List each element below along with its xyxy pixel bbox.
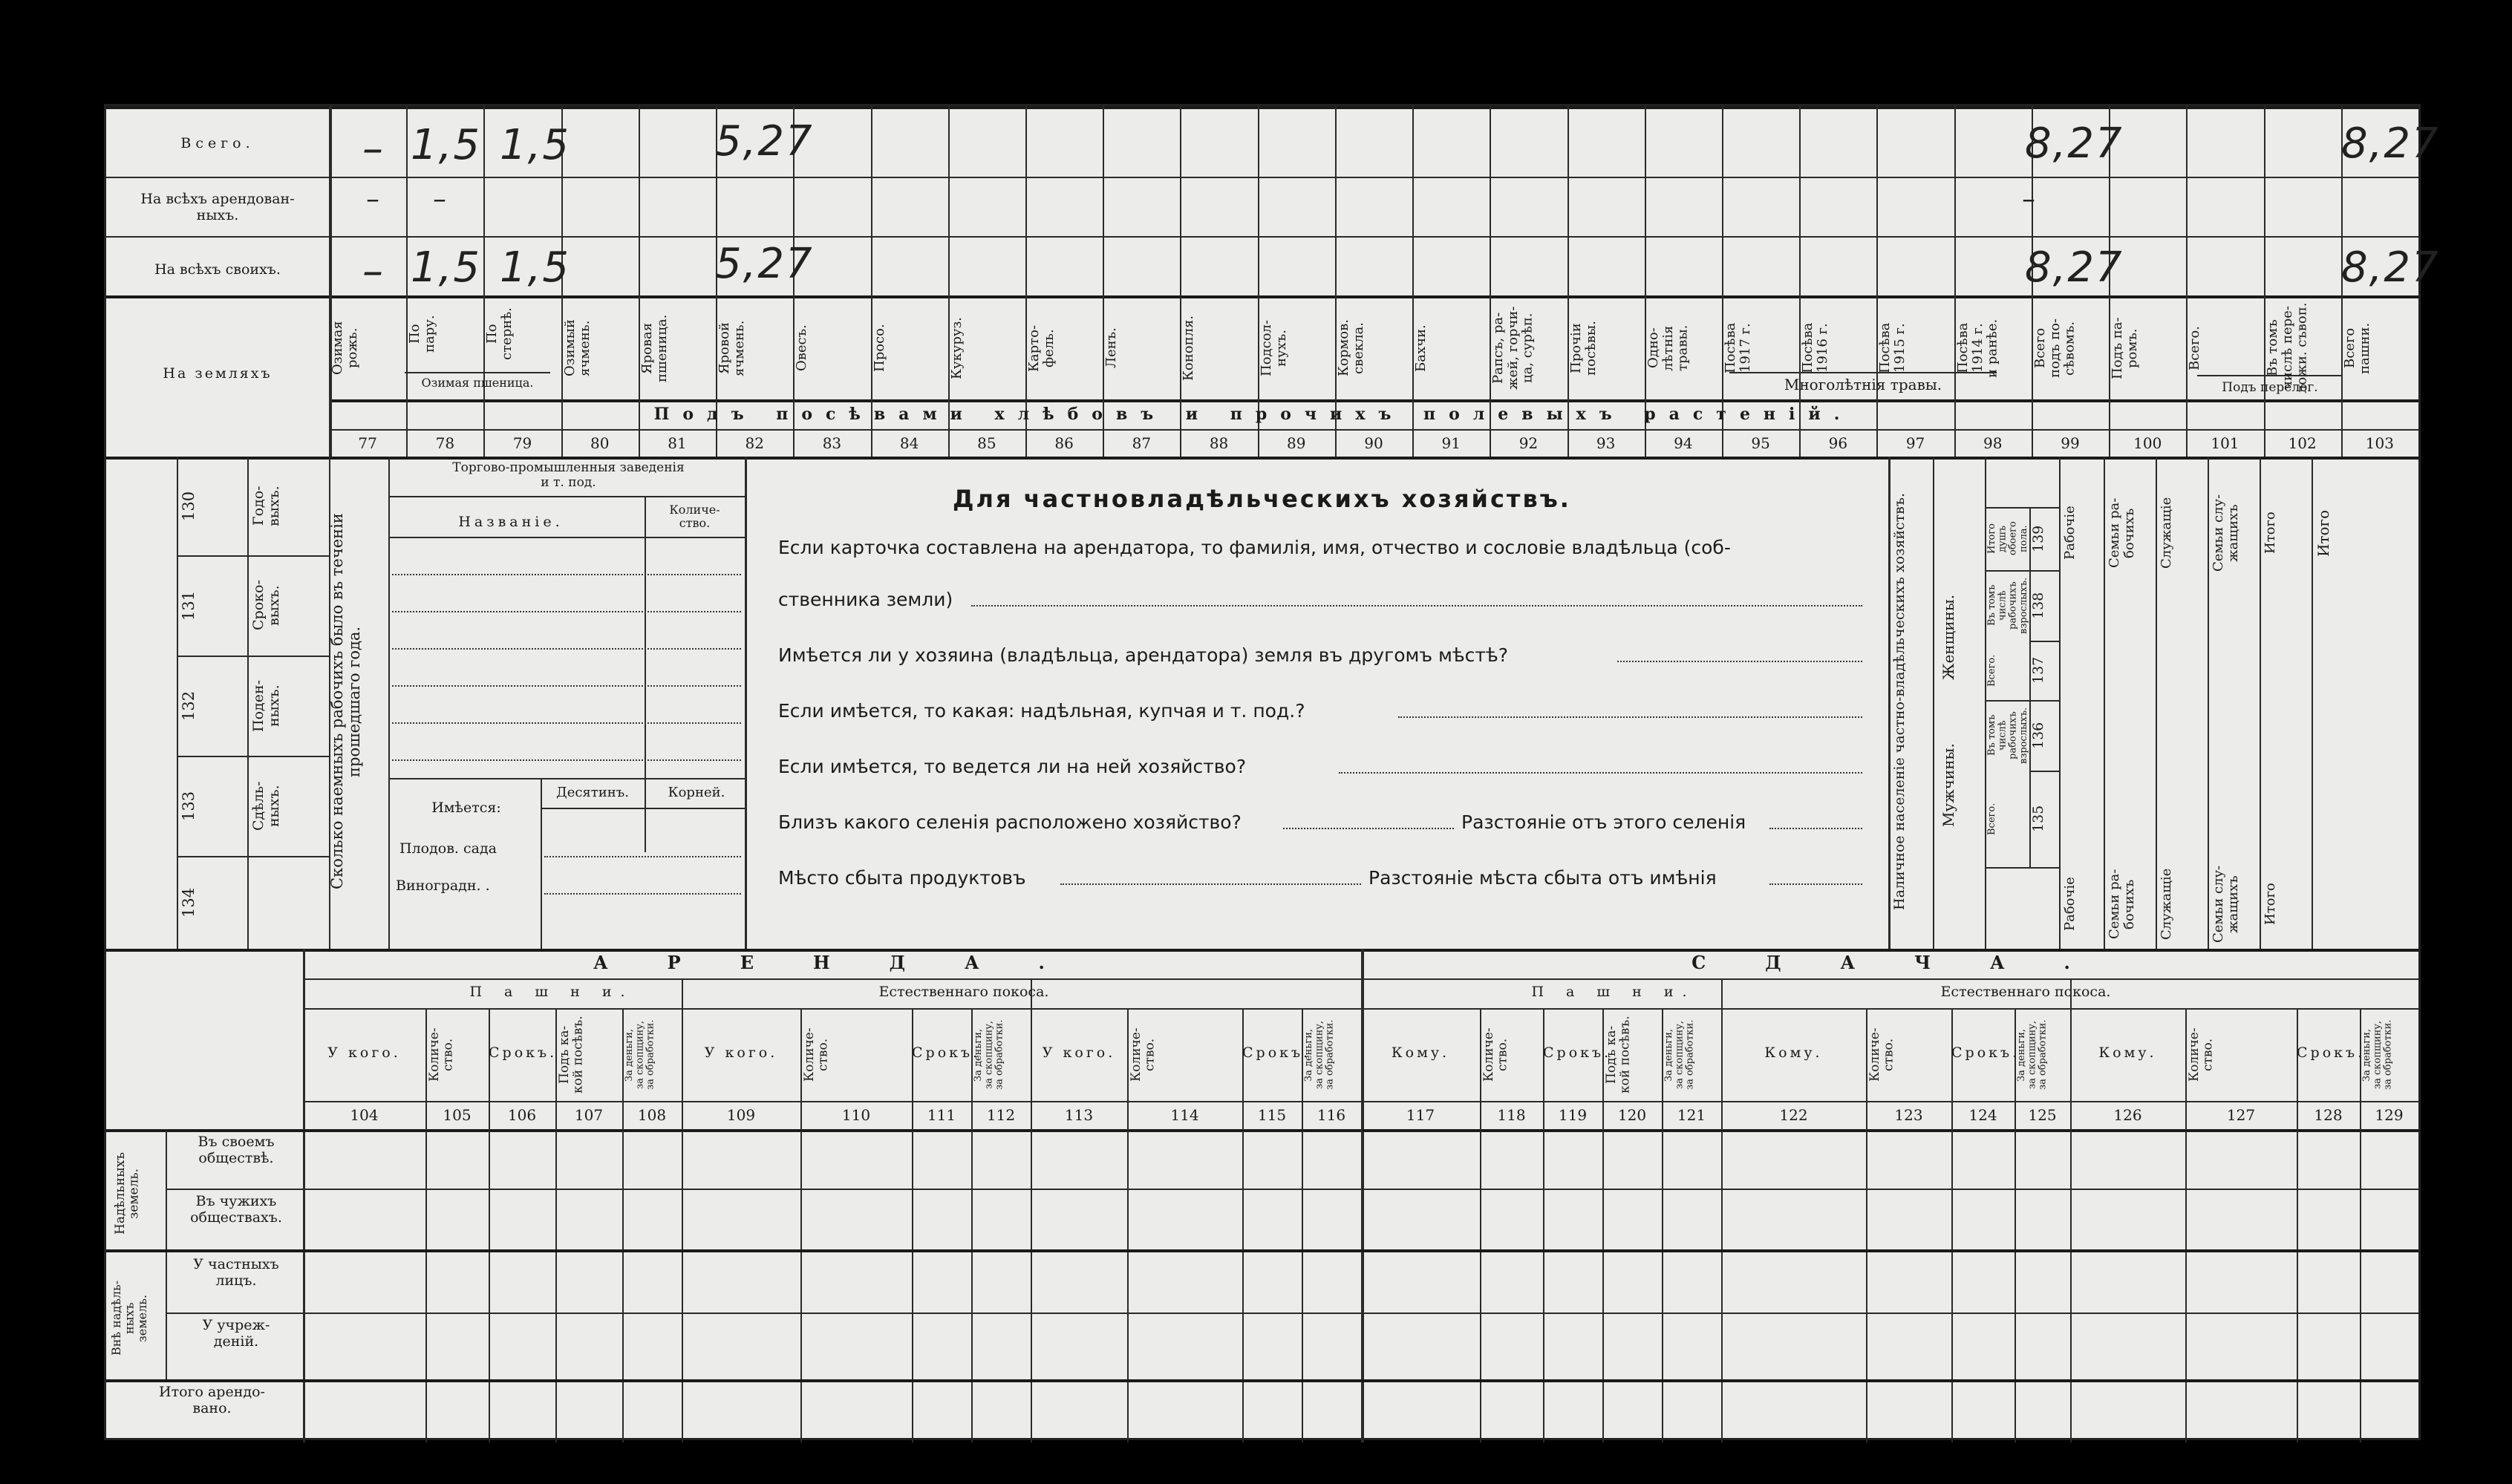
crop-col-number: 81 [668,434,687,452]
crop-col-number: 100 [2133,434,2162,452]
workers-col-number: 131 [180,590,198,621]
hw-arend-3: – [2022,184,2037,215]
crop-col-number: 90 [1364,434,1383,452]
private-q2: Имѣется ли у хозяина (владѣльца, арендатора) земля въ другомъ мѣстѣ? [778,644,1509,666]
pop-cell-number: 138 [2030,592,2046,619]
pop-right-label-bottom: Служащіе [2159,868,2174,941]
private-q5a: Близъ какого селенія расположено хозяйство? [778,811,1242,833]
lease-col-label: У кого. [704,1045,778,1061]
lease-col-number: 117 [1406,1106,1435,1124]
crop-col-number: 82 [745,434,764,452]
hw-arend-1: – [366,184,381,215]
lease-col-divider [2297,1008,2298,1442]
pop-right-divider [2312,457,2313,949]
crop-col-label: Всего. [2187,326,2203,370]
crop-col-number: 93 [1596,434,1616,452]
trade-name-col: Названіе. [458,514,564,530]
lease-arenda: АРЕНДА. [593,952,1104,973]
lease-col-label: У кого. [1042,1045,1116,1061]
crop-col-label: Посѣва 1914 г. и ранѣе. [1954,318,2000,378]
lease-col-label: Подъ ка- кой посѣвъ. [1604,1016,1633,1094]
private-q1b: ственника земли) [778,589,953,610]
crop-col-divider [1954,106,1956,457]
wheat-subhead: Озимая пшеница. [421,376,534,390]
lease-col-number: 104 [350,1106,379,1124]
hw-svoi-3: 1,5 [500,243,571,292]
lease-col-label: Срокъ. [1543,1045,1612,1061]
private-title: Для частновладѣльческихъ хозяйствъ. [953,485,1571,513]
crop-col-label: Всего пашни. [2341,322,2372,374]
lease-row-chuzhih: Въ чужихъ обществахъ. [190,1193,282,1226]
private-q5b: Разстояніе отъ этого селенія [1461,811,1746,833]
pop-right-divider [2059,457,2061,949]
pop-right-label-top: Служащіе [2159,497,2174,569]
lease-col-label: Количе- ство. [802,1027,831,1082]
workers-col-label: Сроко- выхъ. [250,580,282,631]
workers-col-label: Годо- выхъ. [250,486,282,526]
lease-col-label: Срокъ. [2297,1045,2366,1061]
crop-col-number: 94 [1674,434,1693,452]
workers-col-number: 130 [180,491,198,521]
population-women: Женщины. [1940,594,1957,680]
crop-col-label: Кормов. свекла. [1335,319,1366,377]
lease-col-number: 122 [1779,1106,1808,1124]
pop-cell-number: 139 [2030,525,2046,552]
crop-col-number: 89 [1287,434,1306,452]
lease-col-number: 116 [1317,1106,1346,1124]
lease-col-label: За деньги, за скопщину, за обработки. [2016,1019,2049,1091]
census-card [104,104,2440,1440]
lease-col-number: 109 [726,1106,756,1124]
row-label-vsego: Всего. [180,135,255,151]
lease-col-divider [489,1008,490,1442]
hw-arend-2: – [433,184,448,215]
crop-col-number: 78 [435,434,455,452]
crop-col-label: Яровой ячмень. [717,320,747,376]
lease-col-number: 107 [574,1106,604,1124]
pop-right-label-top: Семьи ра- бочихъ [2107,497,2137,569]
lease-col-label: Кому. [2098,1045,2157,1061]
hw-vsego-2: 1,5 [411,121,482,169]
lease-sdacha: СДАЧА. [1691,952,2130,973]
crop-col-number: 80 [590,434,610,452]
crop-col-number: 85 [977,434,996,452]
lease-col-label: За деньги, за скопщину, за обработки. [624,1019,656,1091]
crop-col-label: Рапсъ, ра- жей, горчи- ца, сурѣп. [1490,306,1536,390]
crop-col-label: Озимый ячмень. [561,319,593,377]
crop-col-number: 84 [899,434,919,452]
crop-col-label: По пару. [407,315,438,353]
lease-row-chastnyh: У частныхъ лицъ. [193,1256,279,1289]
lease-col-label: Срокъ. [489,1045,558,1061]
crop-col-label: Подъ па- ромъ. [2110,317,2140,379]
lease-col-number: 128 [2314,1106,2343,1124]
lease-col-number: 111 [927,1106,956,1124]
trade-korn: Корней. [668,785,725,800]
crop-col-number: 97 [1905,434,1925,452]
private-q6a: Мѣсто сбыта продуктовъ [778,867,1026,889]
arenda-pashni: П а ш н и. [469,984,634,1000]
lease-col-number: 127 [2226,1106,2256,1124]
trade-qty-col: Количе- ство. [669,503,720,531]
lease-group-nadel: Надѣльныхъ земель. [113,1152,142,1235]
lease-col-label: За деньги, за скопщину, за обработки. [1303,1019,1336,1091]
workers-col-label [251,863,325,941]
workers-divider [177,656,329,657]
hw-vsego-3: 1,5 [500,121,571,169]
crop-col-number: 79 [512,434,532,452]
crop-col-number: 91 [1441,434,1461,452]
crop-col-label: Въ томъ числѣ пере- ложи. съвоп. [2264,302,2310,394]
crop-col-number: 95 [1751,434,1770,452]
pop-right-label-top: Рабочіе [2062,506,2078,560]
workers-col-number: 134 [180,887,198,918]
crop-col-label: Просо. [871,324,887,373]
pop-right-label-bottom: Рабочіе [2062,877,2078,932]
crop-col-label: Яровая пшеница. [639,314,670,382]
lease-col-number: 121 [1677,1106,1706,1124]
crop-col-number: 103 [2365,434,2394,452]
pop-right-label-bottom: Семьи ра- бочихъ [2107,869,2137,940]
crop-col-number: 77 [358,434,377,452]
row-label-arend: На всѣхъ арендован- ныхъ. [140,191,295,223]
pop-right-divider [2208,457,2209,949]
private-q1a: Если карточка составлена на арендатора, то фамилія, имя, отчество и сословіе владѣльца (соб- [778,537,1731,558]
hw-vsego-5: 8,27 [2025,120,2124,168]
lease-col-number: 125 [2028,1106,2057,1124]
lease-col-label: За деньги, за скопщину, за обработки. [2361,1019,2394,1091]
lease-col-label: Количе- ство. [427,1027,456,1082]
perelog-subhead: Подъ перелог. [2222,380,2318,395]
crop-col-label: Посѣва 1917 г. [1723,322,1753,374]
pop-cell-number: 136 [2030,722,2046,749]
sdacha-pokos: Естественнаго покоса. [1940,984,2111,1000]
pop-right-label-bottom: Итого [2263,883,2278,926]
crop-col-number: 87 [1132,434,1152,452]
lease-col-number: 105 [443,1106,472,1124]
trade-row-sad: Плодов. сада [399,840,497,857]
hw-svoi-5: 8,27 [2025,243,2124,292]
lease-row-uchrezh: У учреж- деній. [202,1317,270,1350]
pop-right-label-top: Семьи слу- жащихъ [2211,494,2241,572]
crop-col-label: Всего подъ по- сѣвомъ. [2032,318,2078,379]
trade-row-vinograd: Виноградн. . [396,877,490,894]
trade-has: Имѣется: [431,800,501,816]
lease-col-number: 118 [1497,1106,1526,1124]
lease-col-label: У кого. [327,1045,401,1061]
crop-col-label: Озимая рожь. [330,321,360,376]
crop-col-number: 99 [2061,434,2080,452]
lease-col-label: Кому. [1391,1045,1450,1061]
workers-divider [177,856,329,857]
crop-col-number: 92 [1518,434,1539,452]
crop-col-divider [406,106,408,457]
lease-col-number: 120 [1617,1106,1647,1124]
lease-col-number: 124 [1968,1106,1997,1124]
hw-vsego-6: 8,27 [2341,120,2440,168]
lease-col-number: 114 [1170,1106,1199,1124]
lease-col-number: 108 [637,1106,667,1124]
workers-col-number: 133 [180,791,198,821]
workers-divider [177,756,329,757]
workers-col-number: 132 [180,690,198,721]
crops-banner: Подъ посѣвами хлѣбовъ и прочихъ полевыхъ растеній. [653,405,1853,424]
crop-col-number: 98 [1983,434,2003,452]
trade-title: Торгово-промышленныя заведенія и т. под. [452,460,685,490]
crop-col-label: Карто- фель. [1026,324,1057,372]
private-q3: Если имѣется, то какая: надѣльная, купчая и т. под.? [778,700,1305,722]
lease-col-label: Срокъ. [912,1045,981,1061]
row-label-svoi: На всѣхъ своихъ. [154,261,281,278]
private-q4: Если имѣется, то ведется ли на ней хозяйство? [778,756,1247,777]
workers-side-label: Сколько наемныхъ рабочихъ было въ теченіи прошедшаго года. [328,513,364,890]
lease-col-label: Количе- ство. [1481,1027,1510,1082]
crop-col-label: Одно- лѣтнія травы. [1645,324,1691,372]
workers-divider [177,555,329,557]
lease-col-label: Количе- ство. [1867,1027,1896,1082]
crop-col-label: Овесъ. [794,324,810,372]
lease-col-number: 126 [2113,1106,2142,1124]
pop-cell-label: Всего. [1986,803,1997,835]
pop-right-label-total-top: Итого [2314,509,2332,557]
crop-col-divider [2264,106,2265,457]
crop-col-divider [639,106,640,457]
lease-col-label: Кому. [1764,1045,1823,1061]
lease-col-divider [912,1008,913,1442]
crop-col-number: 96 [1828,434,1848,452]
lease-row-svoem: Въ своемъ обществѣ. [198,1134,275,1166]
crop-col-label: Посѣва 1916 г. [1800,322,1831,374]
crop-col-number: 88 [1209,434,1229,452]
sdacha-pashni: П а ш н и. [1531,984,1696,1000]
pop-cell-label: Всего. [1986,654,1997,687]
lease-col-divider [1543,1008,1544,1442]
crop-col-label: Кукуруз. [948,317,965,380]
pop-cell-label: Въ томъ числѣ рабочихъ взрослыхъ. [1986,577,2029,634]
pop-right-label-top: Итого [2263,511,2278,555]
lease-col-label: За деньги, за скопщину, за обработки. [1663,1019,1696,1091]
hw-svoi-4: 5,27 [715,240,814,288]
population-side-label: Наличное населеніе частно-владѣльческихъ хозяйствъ. [1891,493,1908,910]
crop-col-label: Ленъ. [1103,327,1120,369]
pop-right-divider [2156,457,2157,949]
crop-col-label: Бахчи. [1413,324,1429,372]
lease-col-number: 123 [1894,1106,1923,1124]
pop-cell-number: 135 [2030,805,2046,833]
lease-col-divider [1242,1008,1244,1442]
lease-col-label: За деньги, за скопщину, за обработки. [973,1019,1005,1091]
lease-col-label: Подъ ка- кой посѣвъ. [557,1016,586,1094]
pop-cell-label: Въ томъ числѣ рабочихъ взрослыхъ. [1986,707,2029,764]
pop-cell-label: Итого душъ обоего пола. [1986,521,2029,556]
crop-col-label: Посѣва 1915 г. [1877,322,1908,374]
hw-svoi-1: – [362,247,385,295]
hw-svoi-6: 8,27 [2341,243,2440,292]
crop-col-label: По стернѣ. [484,307,515,361]
crop-col-divider [1876,106,1878,457]
lease-col-number: 112 [986,1106,1016,1124]
hw-vsego-4: 5,27 [715,117,814,166]
lease-group-vne: Внѣ надѣль- ныхъ земель. [109,1280,150,1356]
crop-col-number: 86 [1054,434,1074,452]
crop-col-divider [483,106,485,457]
crop-col-label: Конопля. [1181,315,1197,382]
lease-col-number: 115 [1257,1106,1287,1124]
lease-col-number: 110 [841,1106,871,1124]
population-men: Мужчины. [1940,743,1957,828]
crop-col-divider [2186,106,2188,457]
trade-desyat: Десятинъ. [556,785,629,800]
workers-col-label: Сдѣль- ныхъ. [250,781,282,831]
arenda-pokos: Естественнаго покоса. [878,984,1049,1000]
lease-col-number: 129 [2375,1106,2404,1124]
hw-svoi-2: 1,5 [411,243,482,292]
row-label-zemli: На земляхъ [163,365,273,382]
lease-col-divider [1951,1008,1953,1442]
lease-row-total: Итого арендо- вано. [159,1384,265,1416]
private-q6b: Разстояніе мѣста сбыта отъ имѣнія [1368,867,1717,889]
pop-cell-number: 137 [2030,656,2046,684]
crop-col-label: Подсол- нухъ. [1258,319,1289,377]
lease-col-label: Срокъ. [1242,1045,1311,1061]
lease-col-label: Количе- ство. [2187,1027,2216,1082]
lease-col-number: 113 [1064,1106,1094,1124]
lease-col-label: Количе- ство. [1129,1027,1158,1082]
pop-right-divider [2260,457,2261,949]
workers-col-label: Поден- ныхъ. [250,679,282,732]
pop-right-label-bottom: Семьи слу- жащихъ [2211,865,2241,944]
lease-col-label: Срокъ. [1951,1045,2020,1061]
hw-vsego-1: – [362,125,385,173]
crop-col-label: Прочіи посѣвы. [1567,321,1599,376]
crop-col-number: 83 [822,434,842,452]
grass-subhead: Многолѣтнія травы. [1784,376,1942,393]
crop-col-number: 102 [2288,434,2317,452]
lease-col-number: 119 [1558,1106,1588,1124]
lease-col-number: 106 [507,1106,537,1124]
crop-col-number: 101 [2211,434,2239,452]
pop-right-divider [2104,457,2105,949]
